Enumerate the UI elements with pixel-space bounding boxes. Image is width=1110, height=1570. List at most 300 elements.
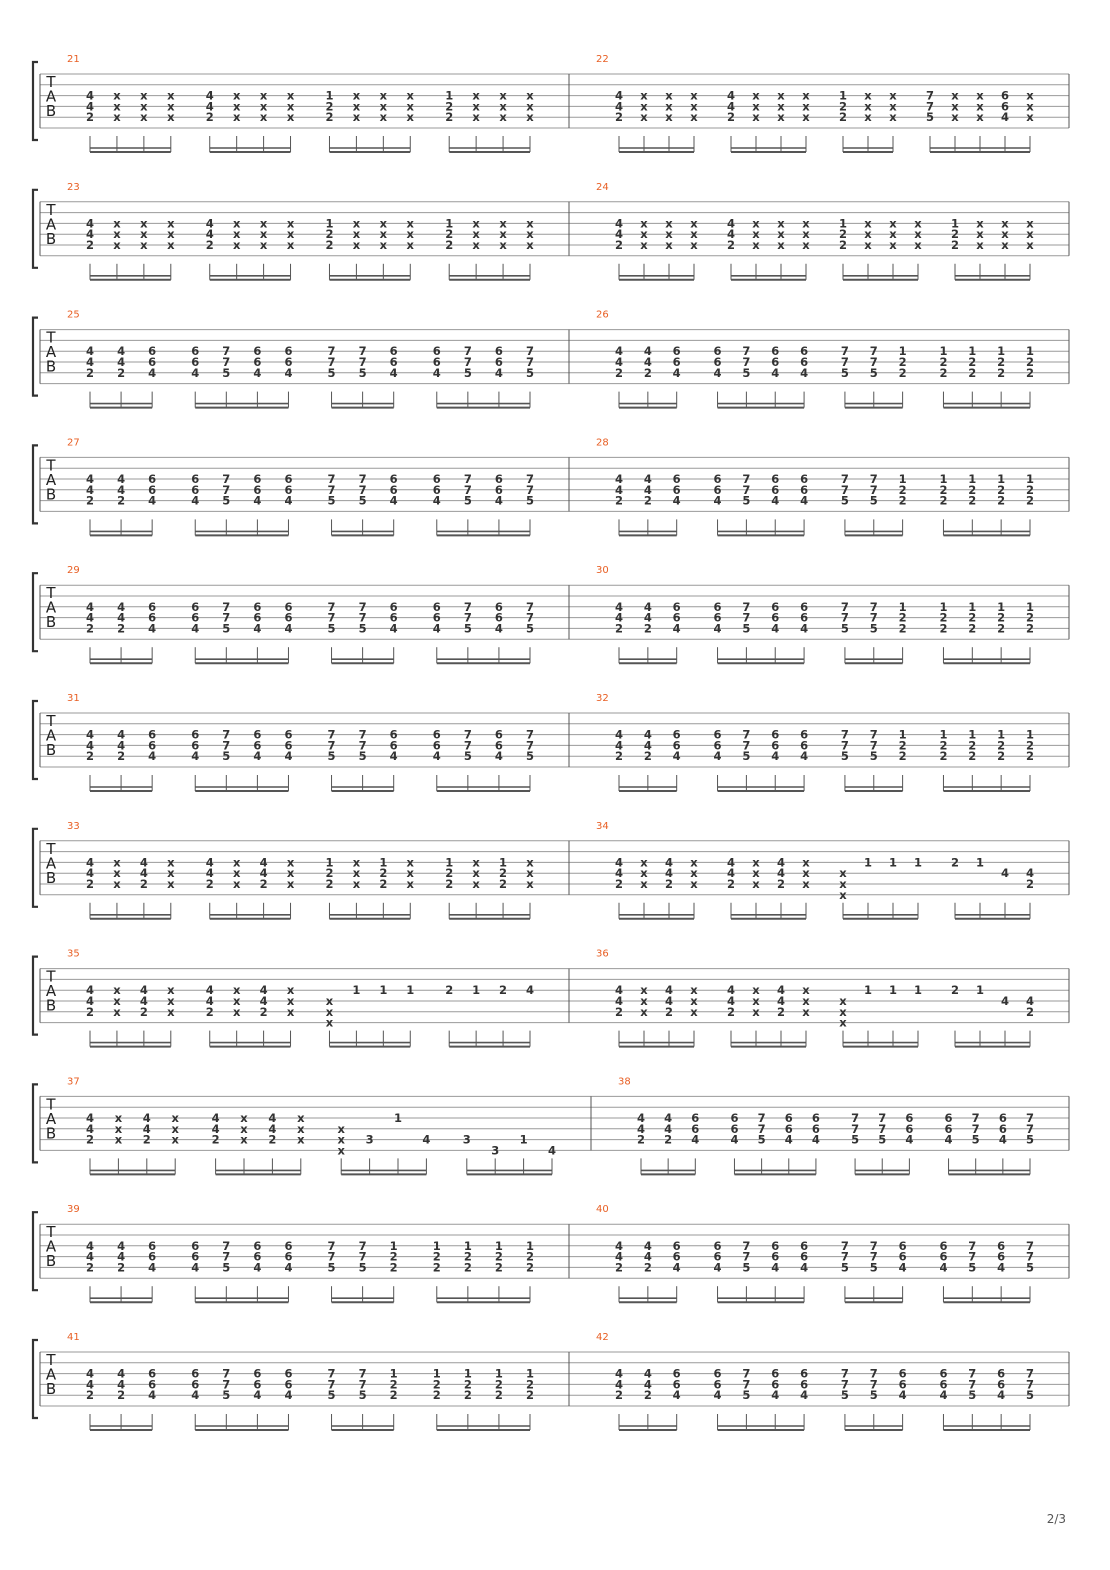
dead-note: x [232,227,241,242]
fret-number: 5 [869,1260,878,1275]
fret-number: 3 [491,1143,500,1158]
fret-number: 7 [968,1238,977,1253]
dead-note: x [802,877,810,891]
dead-note: x [1001,227,1009,242]
dead-note: x [113,238,121,252]
fret-number: 7 [840,482,849,497]
fret-number: 7 [358,1249,367,1264]
fret-number: 7 [840,1249,849,1264]
fret-number: 6 [253,727,262,742]
fret-number: 4 [691,1132,700,1147]
fret-number: 4 [191,749,200,764]
dead-note: x [802,99,810,114]
dead-note: x [286,227,295,242]
dead-note: x [113,99,121,114]
fret-number: 4 [614,1377,624,1392]
fret-number: 7 [222,1238,231,1253]
fret-number: 4 [664,1121,673,1136]
fret-number: 6 [998,1111,1007,1125]
fret-number: 4 [614,1366,624,1381]
fret-number: 5 [222,621,231,636]
fret-number: 4 [85,994,95,1008]
fret-number: 7 [222,1377,231,1392]
fret-number: 2 [643,749,652,764]
fret-number: 7 [358,472,367,486]
fret-number: 7 [463,610,472,625]
dead-note: x [1026,99,1034,114]
fret-number: 1 [1025,344,1035,359]
fret-number: 5 [851,1132,860,1147]
system-bracket [33,957,38,1035]
fret-number: 4 [643,1249,652,1264]
fret-number: 4 [142,1111,151,1125]
fret-number: 7 [1025,1111,1035,1125]
fret-number: 7 [1025,1366,1035,1381]
fret-number: 6 [800,344,809,359]
fret-number: 6 [771,610,780,625]
fret-number: 2 [389,1249,398,1264]
fret-number: 4 [643,1366,652,1381]
fret-number: 2 [445,99,454,114]
fret-number: 1 [499,855,508,870]
dead-note: x [976,227,984,242]
dead-note: x [286,877,295,891]
fret-number: 2 [950,238,960,252]
fret-number: 6 [148,738,157,753]
fret-number: 2 [525,1260,535,1275]
fret-number: 4 [614,88,624,103]
fret-number: 6 [284,1366,293,1381]
dead-note: x [259,227,268,242]
fret-number: 2 [499,866,508,881]
fret-number: 4 [253,1260,262,1275]
fret-number: 7 [840,1377,849,1392]
fret-number: 4 [771,749,780,764]
fret-number: 5 [869,749,878,764]
dead-note: x [337,1132,345,1147]
fret-number: 6 [997,1249,1006,1264]
dead-note: x [889,227,897,242]
dead-note: x [640,855,648,870]
dead-note: x [1026,238,1034,252]
fret-number: 4 [142,1121,151,1136]
fret-number: 4 [85,99,95,114]
fret-number: 6 [284,1249,293,1264]
dead-note: x [640,110,648,125]
fret-number: 7 [327,727,336,742]
fret-number: 2 [997,365,1006,380]
fret-number: 1 [393,1111,403,1125]
fret-number: 5 [358,493,367,508]
fret-number: 4 [713,749,722,764]
fret-number: 2 [117,749,126,764]
fret-number: 2 [1025,1004,1035,1019]
fret-number: 2 [117,621,126,636]
fret-number: 6 [730,1111,739,1125]
fret-number: 6 [284,482,293,497]
fret-number: 2 [432,1249,441,1264]
fret-number: 6 [800,355,809,369]
fret-number: 4 [636,1111,646,1125]
fret-number: 2 [950,983,960,998]
dead-note: x [352,110,361,125]
fret-number: 1 [525,1366,535,1381]
dead-note: x [167,110,175,125]
fret-number: 7 [968,1377,977,1392]
dead-note: x [113,216,121,231]
tab-clef-letter: B [45,485,57,504]
fret-number: 6 [494,482,503,497]
fret-number: 7 [869,1249,878,1264]
fret-number: 2 [968,355,977,369]
fret-number: 6 [148,482,157,497]
tab-clef-letter: T [46,328,56,347]
fret-number: 4 [614,727,624,742]
fret-number: 4 [85,472,95,486]
dead-note: x [352,855,361,870]
fret-number: 7 [525,482,535,497]
fret-number: 2 [117,1388,126,1403]
fret-number: 4 [614,355,624,369]
dead-note: x [337,1143,345,1158]
dead-note: x [472,877,480,891]
fret-number: 6 [672,599,681,614]
fret-number: 4 [85,1377,95,1392]
fret-number: 2 [85,1004,95,1019]
fret-number: 6 [997,1366,1006,1381]
dead-note: x [406,227,414,242]
system-bracket [33,829,38,907]
dead-note: x [951,110,959,125]
fret-number: 6 [898,1249,907,1264]
dead-note: x [297,1121,305,1136]
fret-number: 7 [869,738,878,753]
fret-number: 2 [494,1249,503,1264]
fret-number: 6 [771,1377,780,1392]
dead-note: x [777,110,785,125]
fret-number: 2 [838,238,848,252]
fret-number: 4 [998,1132,1007,1147]
fret-number: 4 [85,599,95,614]
fret-number: 2 [614,110,624,125]
dead-note: x [499,216,507,231]
fret-number: 6 [898,1377,907,1392]
fret-number: 2 [898,365,907,380]
fret-number: 4 [771,365,780,380]
dead-note: x [690,855,698,870]
fret-number: 4 [117,355,126,369]
dead-note: x [690,983,698,998]
fret-number: 5 [840,749,849,764]
fret-number: 2 [85,493,95,508]
fret-number: 4 [284,1388,293,1403]
fret-number: 4 [614,472,624,486]
fret-number: 2 [463,1388,472,1403]
fret-number: 4 [191,1260,200,1275]
fret-number: 6 [800,1238,809,1253]
dead-note: x [167,866,175,881]
dead-note: x [976,238,984,252]
fret-number: 4 [284,749,293,764]
fret-number: 7 [869,344,878,359]
fret-number: 4 [148,1260,157,1275]
fret-number: 6 [939,1377,948,1392]
dead-note: x [640,227,648,242]
measure-number: 29 [67,565,80,577]
fret-number: 4 [148,749,157,764]
fret-number: 2 [614,877,624,891]
dead-note: x [802,110,810,125]
fret-number: 6 [432,355,441,369]
dead-note: x [406,99,414,114]
fret-number: 5 [525,365,535,380]
fret-number: 1 [445,216,454,231]
fret-number: 7 [222,1249,231,1264]
fret-number: 2 [1025,621,1035,636]
fret-number: 2 [664,1004,674,1019]
fret-number: 5 [327,1388,336,1403]
fret-number: 7 [925,99,935,114]
fret-number: 5 [742,1388,751,1403]
fret-number: 4 [85,1366,95,1381]
fret-number: 4 [85,227,95,242]
fret-number: 6 [191,1377,200,1392]
fret-number: 7 [742,344,751,359]
fret-number: 4 [253,1388,262,1403]
fret-number: 6 [148,355,157,369]
tab-clef-letter: B [45,102,57,120]
fret-number: 1 [863,983,873,998]
fret-number: 4 [614,599,624,614]
dead-note: x [802,1004,810,1019]
fret-number: 4 [284,1260,293,1275]
fret-number: 6 [148,727,157,742]
fret-number: 7 [742,727,751,742]
fret-number: 4 [85,1111,95,1125]
fret-number: 2 [776,877,786,891]
fret-number: 4 [191,493,200,508]
dead-note: x [802,855,810,870]
fret-number: 5 [463,493,472,508]
fret-number: 2 [389,1377,398,1392]
fret-number: 5 [463,365,472,380]
dead-note: x [839,877,847,891]
fret-number: 7 [358,599,367,614]
fret-number: 7 [840,599,849,614]
fret-number: 4 [784,1132,793,1147]
fret-number: 2 [997,610,1006,625]
fret-number: 4 [643,344,652,359]
fret-number: 6 [284,738,293,753]
fret-number: 6 [771,727,780,742]
fret-number: 7 [851,1121,860,1136]
fret-number: 2 [1025,365,1035,380]
fret-number: 1 [939,599,948,614]
dead-note: x [140,238,148,252]
fret-number: 2 [85,1132,95,1147]
page-number: 2/3 [1046,1512,1066,1526]
fret-number: 1 [352,983,361,998]
fret-number: 6 [800,599,809,614]
fret-number: 6 [691,1121,700,1136]
fret-number: 4 [726,227,736,242]
tab-clef-letter: B [45,357,57,376]
fret-number: 4 [811,1132,820,1147]
fret-number: 5 [222,749,231,764]
fret-number: 4 [643,1238,652,1253]
dead-note: x [802,227,810,242]
fret-number: 6 [944,1121,953,1136]
dead-note: x [472,238,480,252]
fret-number: 5 [463,621,472,636]
fret-number: 6 [253,1238,262,1253]
fret-number: 7 [757,1121,766,1136]
fret-number: 7 [327,738,336,753]
fret-number: 2 [205,1004,214,1019]
fret-number: 4 [117,599,126,614]
fret-number: 6 [284,472,293,486]
fret-number: 2 [997,482,1006,497]
dead-note: x [140,227,148,242]
fret-number: 7 [742,738,751,753]
fret-number: 6 [389,472,398,486]
fret-number: 2 [939,482,948,497]
fret-number: 7 [1025,1377,1035,1392]
fret-number: 6 [691,1111,700,1125]
dead-note: x [665,227,673,242]
fret-number: 2 [726,110,736,125]
fret-number: 5 [358,365,367,380]
fret-number: 4 [1000,866,1010,881]
fret-number: 2 [1025,877,1035,891]
fret-number: 4 [117,727,126,742]
fret-number: 6 [713,1377,722,1392]
tab-clef-letter: B [45,229,57,248]
dead-note: x [526,227,534,242]
fret-number: 6 [191,1238,200,1253]
fret-number: 4 [771,493,780,508]
fret-number: 6 [905,1121,914,1136]
fret-number: 6 [713,738,722,753]
dead-note: x [802,216,810,231]
fret-number: 4 [672,621,681,636]
dead-note: x [690,110,698,125]
dead-note: x [167,877,175,891]
fret-number: 2 [939,749,948,764]
fret-number: 5 [869,621,878,636]
fret-number: 6 [672,1377,681,1392]
fret-number: 6 [939,1238,948,1253]
dead-note: x [286,855,295,870]
fret-number: 7 [327,482,336,497]
fret-number: 1 [494,1366,503,1381]
fret-number: 6 [713,610,722,625]
fret-number: 7 [742,610,751,625]
fret-number: 4 [117,344,126,359]
fret-number: 4 [1000,110,1010,125]
fret-number: 6 [494,355,503,369]
dead-note: x [352,216,361,231]
fret-number: 4 [85,866,95,881]
fret-number: 4 [432,621,441,636]
fret-number: 6 [389,355,398,369]
fret-number: 4 [139,855,148,870]
fret-number: 4 [85,983,95,998]
fret-number: 6 [713,472,722,486]
fret-number: 6 [191,344,200,359]
fret-number: 4 [253,749,262,764]
dead-note: x [951,88,959,103]
fret-number: 7 [358,1238,367,1253]
fret-number: 4 [672,1260,681,1275]
fret-number: 4 [389,749,398,764]
measure-number: 40 [596,1204,609,1216]
dead-note: x [286,216,295,231]
fret-number: 2 [939,355,948,369]
fret-number: 7 [851,1111,860,1125]
fret-number: 6 [432,610,441,625]
dead-note: x [171,1121,179,1136]
fret-number: 4 [643,727,652,742]
fret-number: 6 [253,1249,262,1264]
fret-number: 1 [1025,472,1035,486]
dead-note: x [167,855,175,870]
fret-number: 6 [672,1238,681,1253]
dead-note: x [1026,216,1034,231]
fret-number: 7 [222,482,231,497]
dead-note: x [864,110,872,125]
fret-number: 4 [253,365,262,380]
dead-note: x [286,99,295,114]
fret-number: 4 [268,1111,277,1125]
fret-number: 2 [1025,749,1035,764]
fret-number: 4 [800,365,809,380]
fret-number: 4 [664,866,674,881]
fret-number: 2 [325,877,334,891]
fret-number: 2 [614,493,624,508]
fret-number: 6 [800,1249,809,1264]
dead-note: x [113,866,121,881]
dead-note: x [777,238,785,252]
fret-number: 4 [211,1111,220,1125]
dead-note: x [864,227,872,242]
fret-number: 2 [968,610,977,625]
fret-number: 6 [284,727,293,742]
fret-number: 4 [205,866,214,881]
dead-note: x [140,110,148,125]
dead-note: x [259,99,268,114]
dead-note: x [379,99,388,114]
fret-number: 2 [525,1249,535,1264]
fret-number: 7 [358,1366,367,1381]
fret-number: 4 [1025,866,1035,881]
fret-number: 6 [148,599,157,614]
dead-note: x [526,866,534,881]
dead-note: x [640,983,648,998]
fret-number: 4 [643,355,652,369]
tab-clef-letter: A [45,598,57,617]
dead-note: x [526,877,534,891]
dead-note: x [286,983,295,998]
fret-number: 1 [950,216,960,231]
fret-number: 6 [939,1249,948,1264]
fret-number: 7 [358,344,367,359]
fret-number: 7 [327,1377,336,1392]
dead-note: x [640,216,648,231]
fret-number: 4 [85,738,95,753]
fret-number: 2 [85,749,95,764]
fret-number: 1 [389,1238,398,1253]
